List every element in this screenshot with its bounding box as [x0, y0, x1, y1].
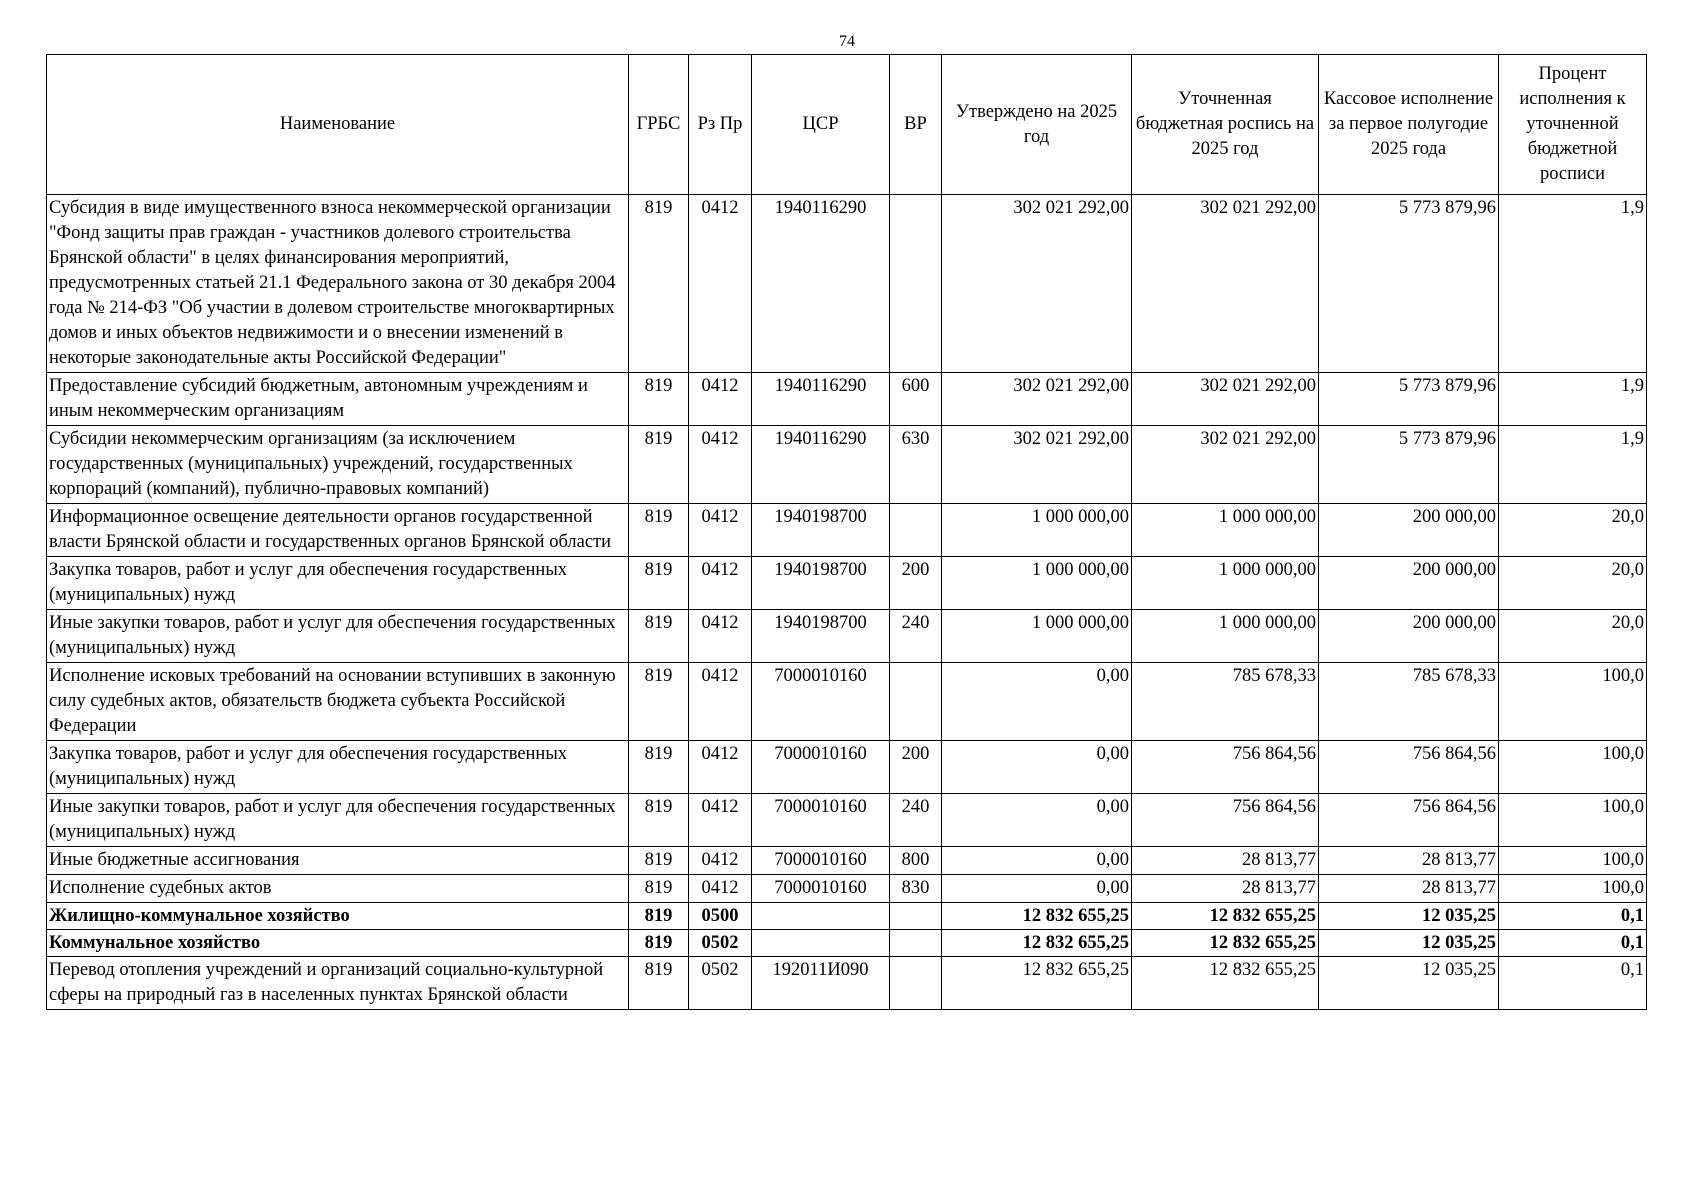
cell-grbs: 819: [629, 557, 689, 610]
cell-grbs: 819: [629, 794, 689, 847]
cell-percent: 0,1: [1499, 957, 1647, 1010]
table-row: [47, 373, 1647, 426]
cell-grbs: 819: [629, 504, 689, 557]
cell-cash: 5 773 879,96: [1319, 195, 1499, 373]
cell-grbs: 819: [629, 610, 689, 663]
cell-name: Исполнение исковых требований на основании вступивших в законную силу судебных актов, обязательств бюджета субъекта Российской Федерации: [47, 663, 629, 741]
cell-refined: 302 021 292,00: [1132, 373, 1319, 426]
cell-approved: 302 021 292,00: [942, 426, 1132, 504]
table-row: [47, 663, 1647, 741]
cell-vr: [890, 957, 942, 1010]
cell-rzpr: 0412: [689, 741, 752, 794]
cell-refined: 1 000 000,00: [1132, 504, 1319, 557]
table-row: [47, 426, 1647, 504]
header-name: Наименование: [47, 55, 629, 195]
cell-csr: 7000010160: [752, 741, 890, 794]
cell-cash: 785 678,33: [1319, 663, 1499, 741]
cell-approved: 12 832 655,25: [942, 930, 1132, 957]
table-row: [47, 557, 1647, 610]
cell-approved: 302 021 292,00: [942, 195, 1132, 373]
cell-approved: 1 000 000,00: [942, 610, 1132, 663]
cell-vr: 600: [890, 373, 942, 426]
cell-csr: 7000010160: [752, 847, 890, 875]
cell-refined: 12 832 655,25: [1132, 957, 1319, 1010]
cell-approved: 1 000 000,00: [942, 557, 1132, 610]
cell-refined: 28 813,77: [1132, 847, 1319, 875]
cell-name: Жилищно-коммунальное хозяйство: [47, 903, 629, 930]
cell-cash: 12 035,25: [1319, 930, 1499, 957]
cell-percent: 20,0: [1499, 610, 1647, 663]
cell-rzpr: 0412: [689, 663, 752, 741]
cell-csr: 1940116290: [752, 426, 890, 504]
cell-approved: 0,00: [942, 794, 1132, 847]
cell-approved: 0,00: [942, 875, 1132, 903]
cell-approved: 302 021 292,00: [942, 373, 1132, 426]
cell-cash: 28 813,77: [1319, 875, 1499, 903]
cell-approved: 1 000 000,00: [942, 504, 1132, 557]
table-row: [47, 504, 1647, 557]
cell-name: Информационное освещение деятельности органов государственной власти Брянской области и государственных органов Брянской области: [47, 504, 629, 557]
cell-csr: 1940116290: [752, 195, 890, 373]
cell-cash: 5 773 879,96: [1319, 373, 1499, 426]
cell-approved: 12 832 655,25: [942, 957, 1132, 1010]
cell-percent: 20,0: [1499, 557, 1647, 610]
table-row: [47, 957, 1647, 1010]
cell-cash: 28 813,77: [1319, 847, 1499, 875]
table-row: [47, 930, 1647, 957]
table-row: [47, 610, 1647, 663]
cell-vr: 630: [890, 426, 942, 504]
cell-name: Коммунальное хозяйство: [47, 930, 629, 957]
cell-vr: 200: [890, 741, 942, 794]
cell-vr: 240: [890, 610, 942, 663]
cell-approved: 12 832 655,25: [942, 903, 1132, 930]
cell-rzpr: 0412: [689, 426, 752, 504]
cell-csr: [752, 903, 890, 930]
cell-rzpr: 0412: [689, 195, 752, 373]
header-cash: Кассовое исполнение за первое полугодие 2025 года: [1319, 55, 1499, 195]
page-number: 74: [839, 33, 855, 50]
cell-name: Иные бюджетные ассигнования: [47, 847, 629, 875]
header-approved: Утверждено на 2025 год: [942, 55, 1132, 195]
cell-approved: 0,00: [942, 741, 1132, 794]
header-vr: ВР: [890, 55, 942, 195]
cell-percent: 100,0: [1499, 663, 1647, 741]
cell-percent: 0,1: [1499, 903, 1647, 930]
cell-percent: 20,0: [1499, 504, 1647, 557]
table-body: [47, 195, 1647, 1010]
cell-vr: [890, 903, 942, 930]
cell-csr: 1940116290: [752, 373, 890, 426]
cell-grbs: 819: [629, 663, 689, 741]
cell-refined: 28 813,77: [1132, 875, 1319, 903]
header-percent: Процент исполнения к уточненной бюджетной росписи: [1499, 55, 1647, 195]
cell-refined: 12 832 655,25: [1132, 930, 1319, 957]
table-row: [47, 741, 1647, 794]
cell-percent: 100,0: [1499, 847, 1647, 875]
cell-name: Субсидии некоммерческим организациям (за исключением государственных (муниципальных) учреждений, государственных корпораций (компаний), публично-правовых компаний): [47, 426, 629, 504]
cell-vr: 240: [890, 794, 942, 847]
cell-rzpr: 0502: [689, 930, 752, 957]
cell-csr: 1940198700: [752, 610, 890, 663]
header-refined: Уточненная бюджетная роспись на 2025 год: [1132, 55, 1319, 195]
cell-cash: 200 000,00: [1319, 610, 1499, 663]
cell-vr: 800: [890, 847, 942, 875]
cell-refined: 12 832 655,25: [1132, 903, 1319, 930]
cell-csr: 7000010160: [752, 663, 890, 741]
cell-cash: 756 864,56: [1319, 741, 1499, 794]
cell-name: Закупка товаров, работ и услуг для обеспечения государственных (муниципальных) нужд: [47, 741, 629, 794]
cell-percent: 1,9: [1499, 426, 1647, 504]
cell-name: Исполнение судебных актов: [47, 875, 629, 903]
cell-rzpr: 0502: [689, 957, 752, 1010]
cell-percent: 1,9: [1499, 373, 1647, 426]
cell-grbs: 819: [629, 195, 689, 373]
table-row: [47, 875, 1647, 903]
cell-grbs: 819: [629, 930, 689, 957]
header-grbs: ГРБС: [629, 55, 689, 195]
cell-rzpr: 0412: [689, 875, 752, 903]
cell-rzpr: 0412: [689, 794, 752, 847]
cell-rzpr: 0412: [689, 373, 752, 426]
cell-grbs: 819: [629, 426, 689, 504]
cell-vr: [890, 195, 942, 373]
table-row: [47, 794, 1647, 847]
cell-name: Перевод отопления учреждений и организаций социально-культурной сферы на природный газ в населенных пунктах Брянской области: [47, 957, 629, 1010]
cell-refined: 1 000 000,00: [1132, 557, 1319, 610]
cell-cash: 12 035,25: [1319, 903, 1499, 930]
cell-grbs: 819: [629, 957, 689, 1010]
cell-cash: 200 000,00: [1319, 504, 1499, 557]
cell-cash: 200 000,00: [1319, 557, 1499, 610]
header-rzpr: Рз Пр: [689, 55, 752, 195]
table-row: [47, 847, 1647, 875]
budget-table: [46, 54, 1647, 1010]
cell-name: Предоставление субсидий бюджетным, автономным учреждениям и иным некоммерческим организациям: [47, 373, 629, 426]
cell-percent: 100,0: [1499, 875, 1647, 903]
cell-csr: [752, 930, 890, 957]
cell-name: Иные закупки товаров, работ и услуг для обеспечения государственных (муниципальных) нужд: [47, 794, 629, 847]
cell-percent: 100,0: [1499, 741, 1647, 794]
cell-vr: [890, 663, 942, 741]
cell-grbs: 819: [629, 847, 689, 875]
table-row: [47, 195, 1647, 373]
header-csr: ЦСР: [752, 55, 890, 195]
cell-name: Закупка товаров, работ и услуг для обеспечения государственных (муниципальных) нужд: [47, 557, 629, 610]
cell-rzpr: 0412: [689, 610, 752, 663]
cell-rzpr: 0412: [689, 504, 752, 557]
cell-vr: 830: [890, 875, 942, 903]
cell-name: Субсидия в виде имущественного взноса некоммерческой организации "Фонд защиты прав граждан - участников долевого строительства Брянской области" в целях финансирования мероприятий, предусмотренных статьей 21.1 Федерального закона от 30 декабря 2004 года № 214-ФЗ "Об участии в долевом строительстве многоквартирных домов и иных объектов недвижимости и о внесении изменений в некоторые законодательные акты Российской Федерации": [47, 195, 629, 373]
cell-approved: 0,00: [942, 847, 1132, 875]
header-row: [47, 55, 1647, 195]
cell-csr: 7000010160: [752, 875, 890, 903]
table-row: [47, 903, 1647, 930]
cell-percent: 0,1: [1499, 930, 1647, 957]
cell-rzpr: 0412: [689, 847, 752, 875]
cell-refined: 302 021 292,00: [1132, 426, 1319, 504]
cell-vr: [890, 930, 942, 957]
cell-cash: 12 035,25: [1319, 957, 1499, 1010]
cell-refined: 785 678,33: [1132, 663, 1319, 741]
cell-grbs: 819: [629, 875, 689, 903]
cell-vr: [890, 504, 942, 557]
cell-csr: 1940198700: [752, 557, 890, 610]
cell-percent: 1,9: [1499, 195, 1647, 373]
cell-approved: 0,00: [942, 663, 1132, 741]
cell-grbs: 819: [629, 903, 689, 930]
cell-refined: 756 864,56: [1132, 794, 1319, 847]
cell-refined: 1 000 000,00: [1132, 610, 1319, 663]
cell-cash: 5 773 879,96: [1319, 426, 1499, 504]
cell-refined: 756 864,56: [1132, 741, 1319, 794]
cell-cash: 756 864,56: [1319, 794, 1499, 847]
cell-vr: 200: [890, 557, 942, 610]
cell-csr: 7000010160: [752, 794, 890, 847]
cell-percent: 100,0: [1499, 794, 1647, 847]
cell-grbs: 819: [629, 741, 689, 794]
cell-csr: 1940198700: [752, 504, 890, 557]
cell-csr: 192011И090: [752, 957, 890, 1010]
cell-rzpr: 0500: [689, 903, 752, 930]
cell-name: Иные закупки товаров, работ и услуг для обеспечения государственных (муниципальных) нужд: [47, 610, 629, 663]
cell-rzpr: 0412: [689, 557, 752, 610]
cell-refined: 302 021 292,00: [1132, 195, 1319, 373]
cell-grbs: 819: [629, 373, 689, 426]
